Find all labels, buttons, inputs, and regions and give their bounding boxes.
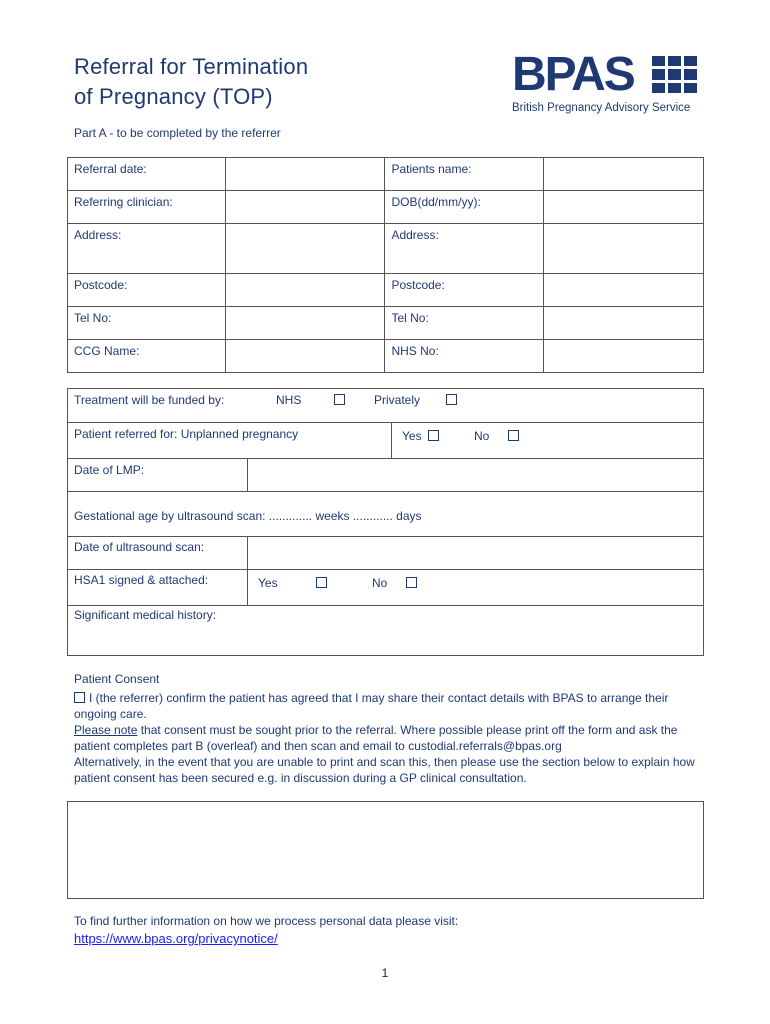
referred-for-label: Patient referred for: Unplanned pregnancy — [74, 427, 299, 441]
referred-yes-checkbox[interactable] — [428, 430, 439, 441]
consent-note — [74, 722, 704, 754]
hsa1-no-checkbox[interactable] — [406, 577, 417, 588]
form-title — [74, 52, 308, 112]
label-referrer-address: Address: — [68, 224, 226, 274]
privately-option[interactable] — [374, 393, 420, 407]
label-referrer-tel: Tel No: — [68, 307, 226, 340]
referred-no-label: No — [474, 429, 490, 443]
privately-label: Privately — [374, 393, 421, 407]
consent-confirm-text: I (the referrer) confirm the patient has agreed that I may share their contact details with BPAS to arrange their ongoing care. — [74, 691, 669, 721]
scan-date-input[interactable] — [248, 537, 703, 569]
bpas-logo — [512, 50, 702, 120]
input-referrer-postcode[interactable] — [225, 274, 385, 307]
medical-history-label: Significant medical history: — [74, 608, 217, 622]
funding-row — [68, 389, 703, 423]
label-patient-tel: Tel No: — [385, 307, 544, 340]
logo-grid-icon — [652, 56, 698, 94]
logo-subtitle: British Pregnancy Advisory Service — [512, 102, 691, 114]
title-line-2: of Pregnancy (TOP) — [74, 84, 273, 109]
input-patient-tel[interactable] — [544, 307, 704, 340]
hsa1-no-label: No — [372, 576, 388, 590]
gestational-label: Gestational age by ultrasound scan: ............. weeks ............ days — [74, 509, 422, 523]
scan-date-row — [68, 537, 703, 570]
input-referrer-address[interactable] — [225, 224, 385, 274]
input-patient-postcode[interactable] — [544, 274, 704, 307]
referred-for-row — [68, 423, 703, 459]
referrer-details-table — [67, 157, 704, 373]
funded-by-label: Treatment will be funded by: — [74, 393, 225, 407]
privacy-info — [74, 913, 458, 947]
hsa1-label: HSA1 signed & attached: — [74, 573, 209, 587]
lmp-input[interactable] — [248, 459, 703, 491]
lmp-label: Date of LMP: — [74, 463, 145, 477]
nhs-label: NHS — [276, 393, 302, 407]
nhs-option[interactable] — [276, 393, 301, 407]
privacy-notice-link[interactable]: https://www.bpas.org/privacynotice/ — [74, 931, 278, 946]
further-info-text: To find further information on how we process personal data please visit: — [74, 914, 459, 928]
consent-section — [74, 671, 704, 786]
label-patients-name: Patients name: — [385, 158, 544, 191]
input-referring-clinician[interactable] — [225, 191, 385, 224]
label-patient-postcode: Postcode: — [385, 274, 544, 307]
consent-explanation-box[interactable] — [67, 801, 704, 899]
consent-note-text: that consent must be sought prior to the referral. Where possible please print off the form and ask the patient completes part B (overleaf) and then scan and email to custodial.referrals@bpas.org — [74, 723, 678, 753]
referred-no-checkbox[interactable] — [508, 430, 519, 441]
page-number: 1 — [381, 966, 389, 980]
medical-history-field[interactable] — [68, 606, 703, 655]
scan-date-label: Date of ultrasound scan: — [74, 540, 205, 554]
input-nhs-no[interactable] — [544, 340, 704, 373]
part-a-heading: Part A - to be completed by the referrer — [74, 126, 281, 140]
label-referrer-postcode: Postcode: — [68, 274, 226, 307]
hsa1-yes-label: Yes — [258, 576, 278, 590]
referred-yes-label: Yes — [402, 429, 422, 443]
input-patients-name[interactable] — [544, 158, 704, 191]
input-ccg-name[interactable] — [225, 340, 385, 373]
input-referral-date[interactable] — [225, 158, 385, 191]
input-referrer-tel[interactable] — [225, 307, 385, 340]
label-dob: DOB(dd/mm/yy): — [385, 191, 544, 224]
consent-confirm-row — [74, 690, 704, 722]
consent-checkbox[interactable] — [74, 692, 85, 703]
label-referral-date: Referral date: — [68, 158, 226, 191]
logo-text: BPAS — [512, 48, 634, 101]
input-dob[interactable] — [544, 191, 704, 224]
lmp-row — [68, 459, 703, 492]
hsa1-row — [68, 570, 703, 606]
label-referring-clinician: Referring clinician: — [68, 191, 226, 224]
privately-checkbox[interactable] — [446, 394, 457, 405]
input-patient-address[interactable] — [544, 224, 704, 274]
gestational-row — [68, 492, 703, 537]
consent-heading: Patient Consent — [74, 672, 160, 686]
please-note-text: Please note — [74, 723, 138, 737]
label-ccg-name: CCG Name: — [68, 340, 226, 373]
title-line-1: Referral for Termination — [74, 54, 309, 79]
nhs-checkbox[interactable] — [334, 394, 345, 405]
label-patient-address: Address: — [385, 224, 544, 274]
treatment-section — [67, 388, 704, 656]
hsa1-yes-checkbox[interactable] — [316, 577, 327, 588]
label-nhs-no: NHS No: — [385, 340, 544, 373]
consent-alternatively: Alternatively, in the event that you are unable to print and scan this, then please use the section below to explain how patient consent has been secured e.g. in discussion during a GP clinical consultation. — [74, 755, 695, 785]
